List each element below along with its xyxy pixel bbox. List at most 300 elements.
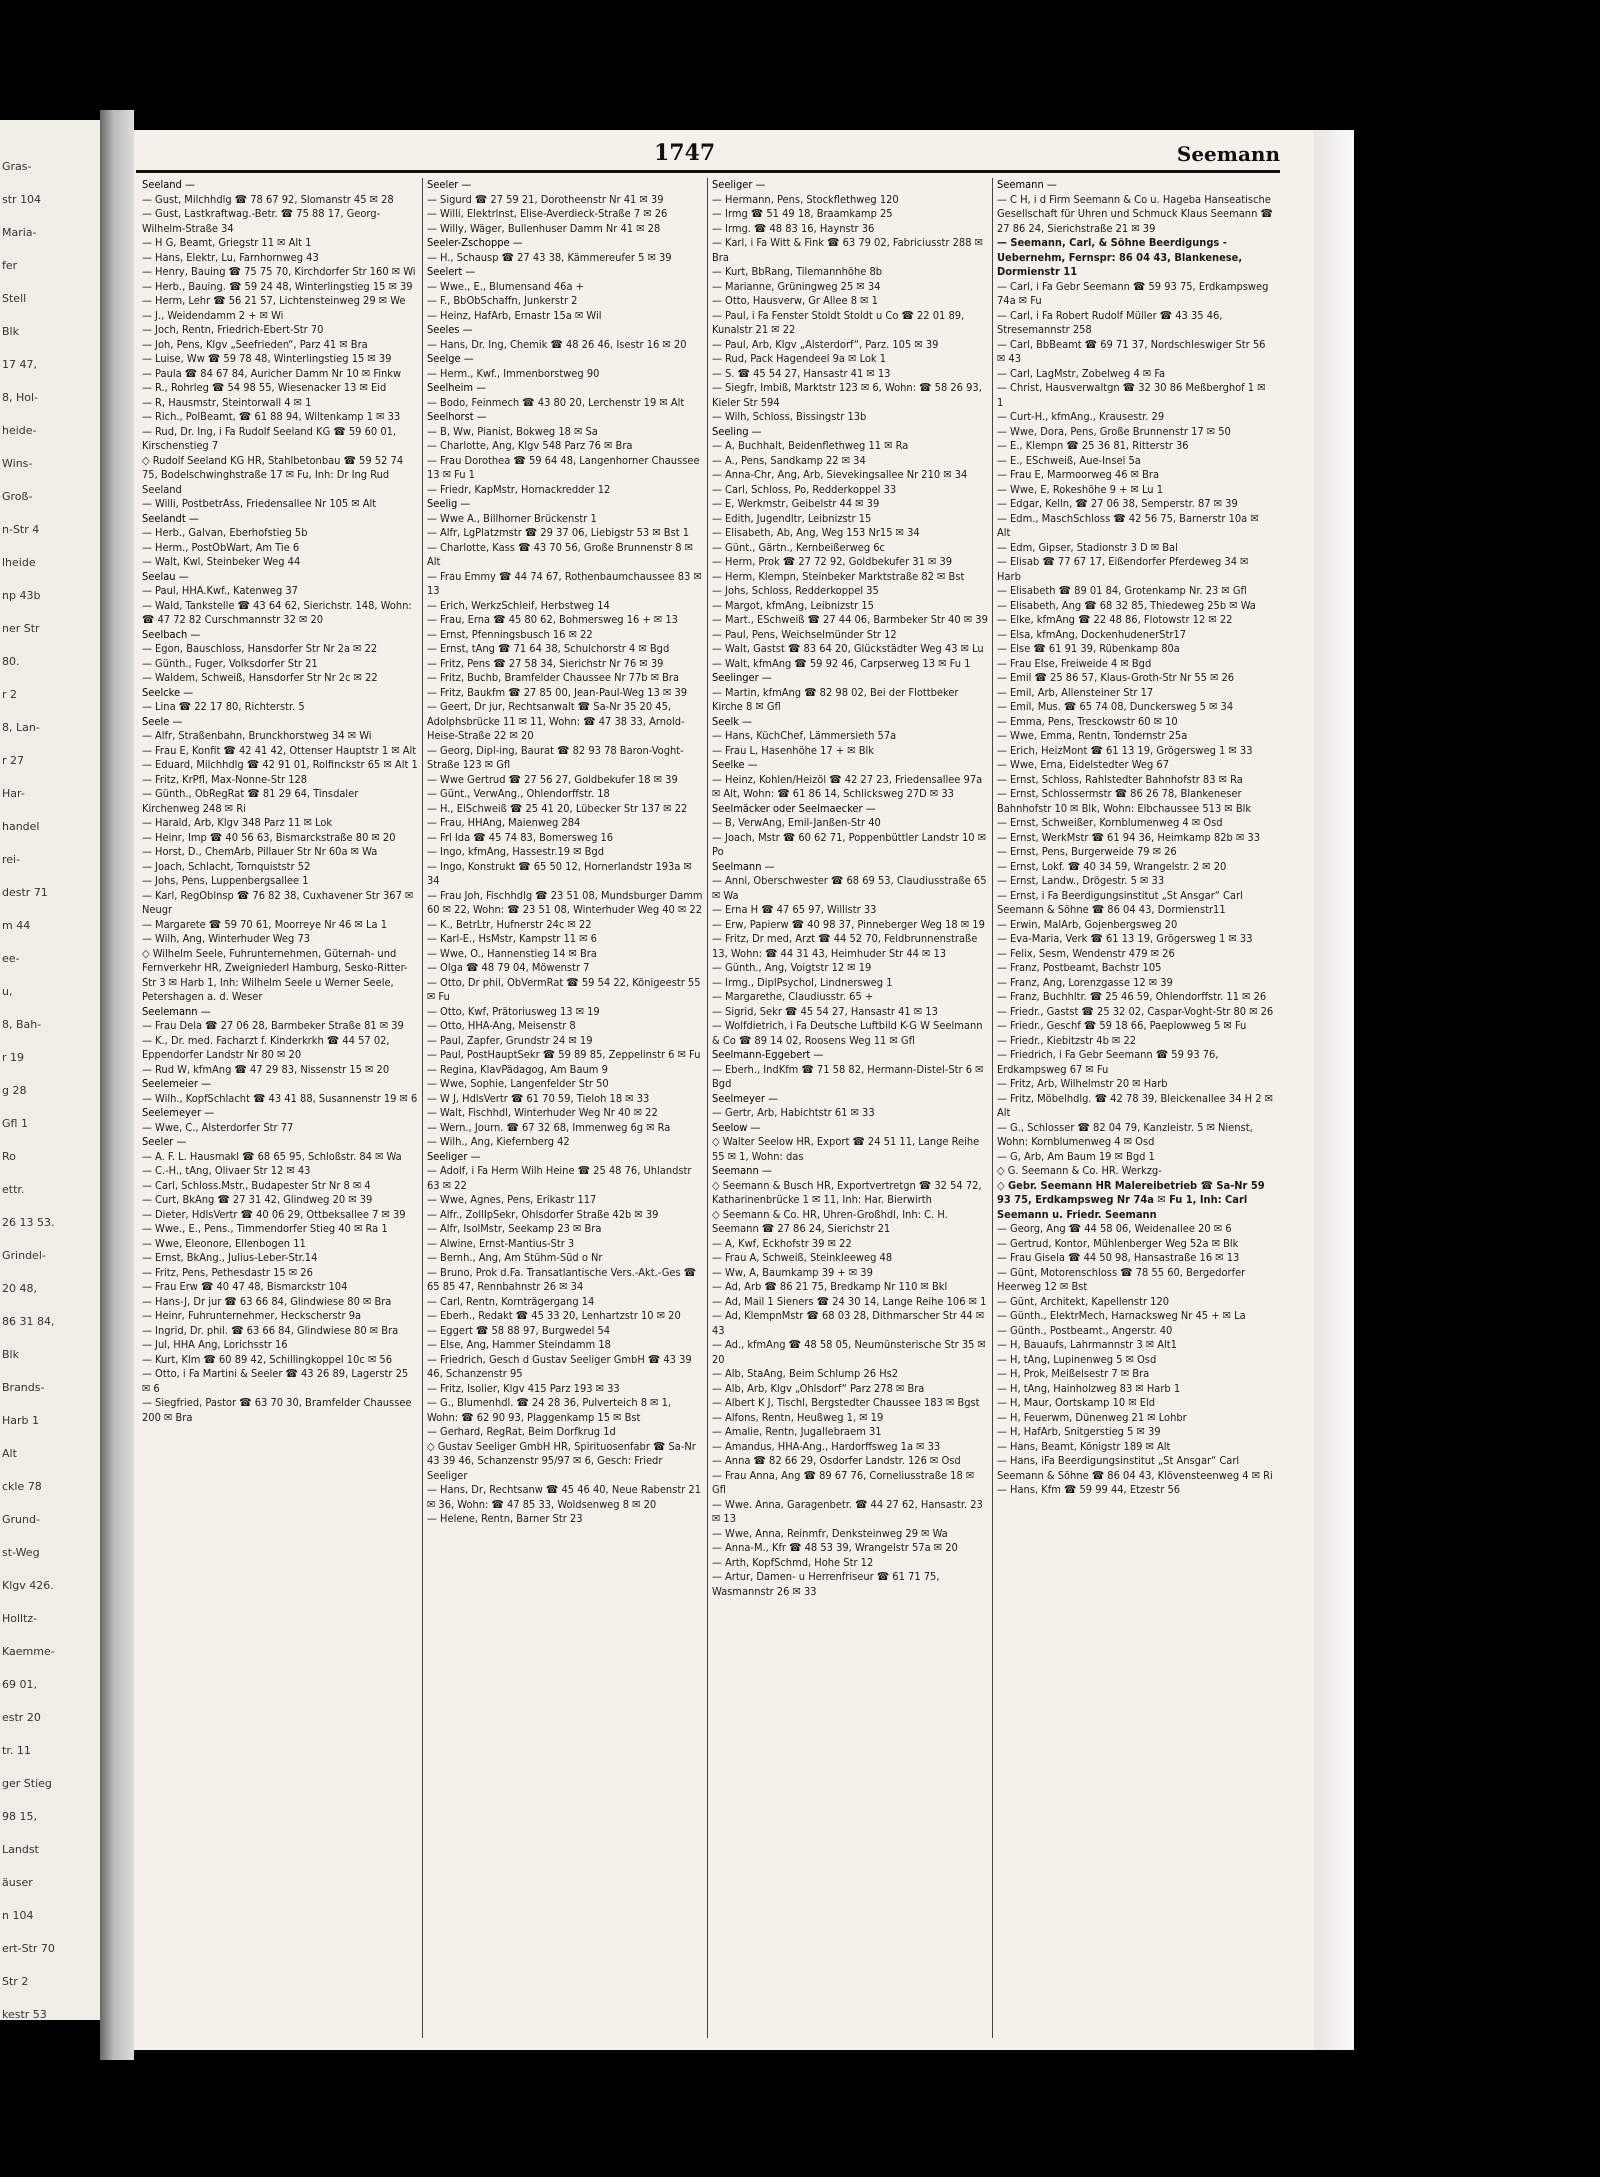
left-page-text: r 27	[2, 754, 25, 767]
directory-entry: — Joach, Mstr ☎ 60 62 71, Poppenbüttler Landstr 10 ✉ Po	[712, 830, 986, 858]
directory-entry: ◇ Gustav Seeliger GmbH HR, Spirituosenfabr ☎ Sa-Nr 43 39 46, Schanzenstr 95/97 ✉ 6, Gesch: Friedr Seeliger	[427, 1439, 696, 1482]
directory-entry: — Wilh., KopfSchlacht ☎ 43 41 88, Susannenstr 19 ✉ 6	[142, 1091, 418, 1105]
directory-entry: — Franz, Ang, Lorenzgasse 12 ✉ 39	[997, 975, 1173, 989]
directory-entry: — Fritz, KrPfl, Max-Nonne-Str 128	[142, 772, 308, 786]
directory-entry: Seelau —	[142, 569, 189, 583]
left-page-text: str 104	[2, 193, 42, 206]
directory-entry: Seelemeier —	[142, 1077, 211, 1090]
directory-entry: — Siegfr, Imbiß, Marktstr 123 ✉ 6, Wohn: ☎ 58 26 93, Kieler Str 594	[712, 381, 982, 409]
directory-entry: — Gertrud, Kontor, Mühlenberger Weg 52a ✉ Blk	[997, 1236, 1239, 1250]
directory-entry: — Ingo, kfmAng, Hassestr.19 ✉ Bgd	[427, 845, 604, 858]
directory-entry: — Friedr., Geschf ☎ 59 18 66, Paeplowweg 5 ✉ Fu	[997, 1019, 1247, 1032]
directory-entry: — Wwe, Agnes, Pens, Erikastr 117	[427, 1193, 597, 1206]
directory-entry: — Margarete ☎ 59 70 61, Moorreye Nr 46 ✉ La 1	[142, 917, 388, 931]
directory-entry: — Gerhard, RegRat, Beim Dorfkrug 1d	[427, 1425, 616, 1438]
directory-entry: — Johs, Pens, Luppenbergsallee 1	[142, 874, 309, 887]
directory-entry: Seeler —	[142, 1135, 187, 1148]
directory-entry: Seeles —	[427, 323, 473, 336]
directory-entry: Seelow —	[712, 1120, 761, 1134]
directory-entry: — Frau E, Marmoorweg 46 ✉ Bra	[997, 468, 1160, 481]
directory-entry: — Wilh, Schloss, Bissingstr 13b	[712, 410, 867, 423]
left-page-text: g 28	[2, 1084, 27, 1097]
directory-entry: — Wwe, Eleonore, Ellenbogen 11	[142, 1236, 306, 1250]
directory-columns	[138, 178, 1278, 2038]
directory-entry: — Harald, Arb, Klgv 348 Parz 11 ✉ Lok	[142, 816, 333, 829]
directory-entry: — Paul, PostHauptSekr ☎ 59 89 85, Zeppelinstr 6 ✉ Fu	[427, 1048, 701, 1061]
left-page-text: kestr 53	[2, 2008, 47, 2021]
directory-entry: — Heinz, Kohlen/Heizöl ☎ 42 27 23, Friedensallee 97a ✉ Alt, Wohn: ☎ 61 86 14, Schlicksweg 27D ✉ 33	[712, 772, 983, 800]
directory-entry: — Ernst, Schweißer, Kornblumenweg 4 ✉ Osd	[997, 816, 1223, 829]
left-page-text: 17 47,	[2, 358, 37, 371]
directory-entry: Seelert —	[427, 265, 476, 278]
left-page-text: ettr.	[2, 1183, 25, 1196]
directory-entry: — Elisabeth, Ang ☎ 68 32 85, Thiedeweg 25b ✉ Wa	[997, 598, 1256, 612]
directory-entry: — Mart., ESchweiß ☎ 27 44 06, Barmbeker Str 40 ✉ 39	[712, 613, 988, 626]
left-page-text: Holltz-	[2, 1612, 38, 1625]
directory-entry: — K., BetrLtr, Hufnerstr 24c ✉ 22	[427, 917, 592, 931]
directory-entry: — Herb., Bauing. ☎ 59 24 48, Winterlingstieg 15 ✉ 39	[142, 279, 413, 293]
left-page-text: Groß-	[2, 490, 33, 503]
left-page-text: 80.	[2, 655, 20, 668]
left-page-text: 26 13 53.	[2, 1216, 55, 1229]
directory-entry: — Hans, iFa Beerdigungsinstitut „St Ansgar“ Carl Seemann & Söhne ☎ 86 04 43, Klövensteenweg 4 ✉ Ri	[997, 1454, 1273, 1482]
directory-entry: — C.-H., tAng, Olivaer Str 12 ✉ 43	[142, 1164, 311, 1177]
directory-entry: — B, VerwAng, Emil-Janßen-Str 40	[712, 816, 881, 829]
directory-entry: Seeliger —	[427, 1149, 481, 1163]
directory-entry: — Geert, Dr jur, Rechtsanwalt ☎ Sa-Nr 35 20 45, Adolphsbrücke 11 ✉ 11, Wohn: ☎ 47 38 33, Arnold-Heise-Straße 22 ✉ 20	[427, 700, 685, 742]
directory-entry: Seelemeyer —	[142, 1106, 215, 1119]
directory-entry: — Lina ☎ 22 17 80, Richterstr. 5	[142, 700, 305, 713]
directory-entry: — Marianne, Grüningweg 25 ✉ 34	[712, 279, 881, 293]
directory-entry: — Alfr, Straßenbahn, Brunckhorstweg 34 ✉ Wi	[142, 729, 372, 742]
directory-entry: — Wwe, Sophie, Langenfelder Str 50	[427, 1077, 609, 1090]
directory-entry: — Heinr, Fuhrunternehmer, Heckscherstr 9a	[142, 1309, 362, 1322]
directory-entry: — Margot, kfmAng, Leibnizstr 15	[712, 598, 874, 612]
left-page-text: st-Weg	[2, 1546, 40, 1559]
directory-entry: — Fritz, Dr med, Arzt ☎ 44 52 70, Feldbrunnenstraße 13, Wohn: ☎ 44 31 43, Heimhuder Str 44 ✉ 13	[712, 932, 978, 960]
left-page-text: 20 48,	[2, 1282, 37, 1295]
directory-entry: — Waldem, Schweiß, Hansdorfer Str Nr 2c ✉ 22	[142, 671, 378, 684]
directory-entry: — Carl, i Fa Robert Rudolf Müller ☎ 43 35 46, Stresemannstr 258	[997, 308, 1223, 336]
directory-entry: — B, Ww, Pianist, Bokweg 18 ✉ Sa	[427, 424, 598, 438]
directory-entry: — Horst, D., ChemArb, Pillauer Str Nr 60a ✉ Wa	[142, 845, 378, 858]
directory-entry: — Carl, BbBeamt ☎ 69 71 37, Nordschleswiger Str 56 ✉ 43	[997, 337, 1266, 365]
directory-entry: — H, Prok, Meißelsestr 7 ✉ Bra	[997, 1367, 1150, 1380]
directory-entry: — Erich, WerkzSchleif, Herbstweg 14	[427, 598, 610, 612]
directory-entry: Seelmäcker oder Seelmaecker —	[712, 801, 876, 815]
left-page-text: r 2	[2, 688, 18, 701]
directory-entry: — Eduard, Milchhdlg ☎ 42 91 01, Rolfinckstr 65 ✉ Alt 1	[142, 758, 418, 771]
directory-entry: — Rud, Dr. Ing, i Fa Rudolf Seeland KG ☎ 59 60 01, Kirschenstieg 7	[142, 424, 397, 452]
directory-entry: — Wilh, Ang, Winterhuder Weg 73	[142, 932, 311, 945]
left-page-text: rei-	[2, 853, 21, 866]
directory-entry: — Rud W, kfmAng ☎ 47 29 83, Nissenstr 15 ✉ 20	[142, 1062, 390, 1076]
directory-entry: — Regina, KlavPädagog, Am Baum 9	[427, 1062, 608, 1076]
directory-entry: — Wwe A., Billhorner Brückenstr 1	[427, 511, 597, 525]
left-page-text: Grund-	[2, 1513, 40, 1526]
directory-entry: — Ernst, Landw., Drögestr. 5 ✉ 33	[997, 874, 1165, 887]
directory-entry: — Wwe, Emma, Rentn, Tondernstr 25a	[997, 729, 1188, 742]
directory-entry: — Ingo, Konstrukt ☎ 65 50 12, Hornerlandstr 193a ✉ 34	[427, 859, 692, 887]
left-page-text: u,	[2, 985, 13, 998]
directory-entry: — Ad, Mail 1 Sieners ☎ 24 30 14, Lange Reihe 106 ✉ 1	[712, 1294, 987, 1308]
directory-entry: Seelandt —	[142, 511, 199, 525]
directory-entry: — Otto, HHA-Ang, Meisenstr 8	[427, 1019, 576, 1032]
directory-entry: — Ernst, Schlossermstr ☎ 86 26 78, Blankeneser Bahnhofstr 10 ✉ Blk, Wohn: Elbchaussee 513 ✉ Blk	[997, 787, 1252, 815]
directory-entry: Seelmeyer —	[712, 1091, 778, 1105]
directory-entry: — Bruno, Prok d.Fa. Transatlantische Vers.-Akt.-Ges ☎ 65 85 47, Rennbahnstr 26 ✉ 34	[427, 1265, 697, 1293]
directory-entry: ◇ Seemann & Busch HR, Exportvertretgn ☎ 32 54 72, Katharinenbrücke 1 ✉ 11, Inh: Har. Bierwirth	[712, 1178, 982, 1206]
directory-entry: — Sigurd ☎ 27 59 21, Dorotheenstr Nr 41 ✉ 39	[427, 192, 664, 206]
directory-entry: — Ernst, tAng ☎ 71 64 38, Schulchorstr 4 ✉ Bgd	[427, 642, 670, 655]
directory-entry: — R., Rohrleg ☎ 54 98 55, Wiesenacker 13 ✉ Eid	[142, 381, 387, 394]
directory-entry: — Jul, HHA Ang, Lorichsstr 16	[142, 1338, 288, 1351]
directory-entry: — Friedr., Gastst ☎ 25 32 02, Caspar-Voght-Str 80 ✉ 26	[997, 1004, 1274, 1018]
directory-entry: — Amandus, HHA-Ang., Hardorffsweg 1a ✉ 33	[712, 1439, 941, 1453]
directory-entry: ◇ Rudolf Seeland KG HR, Stahlbetonbau ☎ 59 52 74 75, Bodelschwinghstraße 17 ✉ Fu, Inh: Dr Ing Rud Seeland	[142, 453, 404, 496]
left-page-text: lheide	[2, 556, 36, 569]
directory-entry: — Frau A, Schweiß, Steinkleeweg 48	[712, 1251, 893, 1264]
directory-entry: — Charlotte, Ang, Klgv 548 Parz 76 ✉ Bra	[427, 439, 633, 452]
directory-entry: — Fritz, Buchb, Bramfelder Chaussee Nr 77b ✉ Bra	[427, 671, 680, 684]
directory-entry: — Bernh., Ang, Am Stühm-Süd o Nr	[427, 1251, 603, 1264]
directory-entry: — Edm, Gipser, Stadionstr 3 D ✉ Bal	[997, 540, 1178, 554]
left-page-text: m 44	[2, 919, 31, 932]
directory-entry: — H, Bauaufs, Lahrmannstr 3 ✉ Alt1	[997, 1338, 1177, 1351]
directory-entry: — Paul, HHA.Kwf., Katenweg 37	[142, 584, 298, 597]
directory-entry: Seelbach —	[142, 627, 201, 641]
directory-entry: Seelig —	[427, 497, 471, 510]
directory-entry: — Walt, Gastst ☎ 83 64 20, Glückstädter Weg 43 ✉ Lu	[712, 642, 984, 655]
directory-entry: — Amalie, Rentn, Jugallebraem 31	[712, 1425, 882, 1438]
directory-entry: Seeling —	[712, 424, 762, 438]
directory-entry: ◇ Seemann & Co. HR, Uhren-Großhdl, Inh: C. H. Seemann ☎ 27 86 24, Sierichstr 21	[712, 1207, 948, 1235]
directory-entry: — Elsa, kfmAng, DockenhudenerStr17	[997, 627, 1186, 641]
directory-entry: — Hans, Dr, Rechtsanw ☎ 45 46 40, Neue Rabenstr 21 ✉ 36, Wohn: ☎ 47 85 33, Woldsenweg 8 ✉ 20	[427, 1483, 702, 1511]
left-page-text: 8, Bah-	[2, 1018, 42, 1031]
directory-entry: — Carl, Schloss, Po, Redderkoppel 33	[712, 482, 897, 496]
directory-entry: — H, Feuerwm, Dünenweg 21 ✉ Lohbr	[997, 1410, 1187, 1424]
directory-entry: — Herm, Prok ☎ 27 72 92, Goldbekufer 31 ✉ 39	[712, 555, 953, 568]
directory-entry: — Dieter, HdlsVertr ☎ 40 06 29, Ottbeksallee 7 ✉ 39	[142, 1207, 406, 1221]
directory-entry: — Alfr, IsolMstr, Seekamp 23 ✉ Bra	[427, 1222, 602, 1235]
directory-entry: — Wwe, C., Alsterdorfer Str 77	[142, 1120, 294, 1134]
directory-entry: — Gertr, Arb, Habichtstr 61 ✉ 33	[712, 1106, 875, 1119]
directory-entry: — Frau, Erna ☎ 45 80 62, Bohmersweg 16 + ✉ 13	[427, 613, 678, 626]
directory-entry: — Frau Erw ☎ 40 47 48, Bismarckstr 104	[142, 1280, 348, 1293]
directory-entry: — Hans-J, Dr jur ☎ 63 66 84, Glindwiese 80 ✉ Bra	[142, 1294, 392, 1308]
directory-entry: — G., Blumenhdl. ☎ 24 28 36, Pulverteich 8 ✉ 1, Wohn: ☎ 62 90 93, Plaggenkamp 15 ✉ Bst	[427, 1396, 672, 1424]
left-page-text: Gfl 1	[2, 1117, 28, 1130]
directory-entry: — Günth., ElektrMech, Harnacksweg Nr 45 + ✉ La	[997, 1309, 1246, 1322]
left-page-text: ee-	[2, 952, 20, 965]
directory-entry: — Heinz, HafArb, Ernastr 15a ✉ Wil	[427, 308, 602, 322]
directory-entry: — Erwin, MalArb, Gojenbergsweg 20	[997, 917, 1178, 931]
directory-entry: — Elisabeth, Ab, Ang, Weg 153 Nr15 ✉ 34	[712, 526, 920, 539]
directory-entry: — Artur, Damen- u Herrenfriseur ☎ 61 71 75, Wasmannstr 26 ✉ 33	[712, 1570, 940, 1598]
directory-entry: Seeliger —	[712, 178, 766, 191]
directory-entry: — Gust, Lastkraftwag.-Betr. ☎ 75 88 17, Georg-Wilhelm-Straße 34	[142, 207, 381, 235]
directory-entry: — Irmg., DiplPsychol, Lindnersweg 1	[712, 975, 893, 989]
left-page-text: Grindel-	[2, 1249, 46, 1262]
directory-entry: — Frau Gisela ☎ 44 50 98, Hansastraße 16 ✉ 13	[997, 1251, 1240, 1264]
directory-entry: — Herm, Lehr ☎ 56 21 57, Lichtensteinweg 29 ✉ We	[142, 294, 406, 307]
directory-entry: — Wwe, Erna, Eidelstedter Weg 67	[997, 758, 1170, 771]
directory-entry: — Günt., VerwAng., Ohlendorffstr. 18	[427, 787, 610, 800]
directory-entry: — E., Klempn ☎ 25 36 81, Ritterstr 36	[997, 439, 1189, 452]
directory-entry: — H., Schausp ☎ 27 43 38, Kämmereufer 5 ✉ 39	[427, 250, 672, 264]
directory-entry: — Felix, Sesm, Wendenstr 479 ✉ 26	[997, 946, 1175, 960]
header-rule	[136, 170, 1280, 173]
left-page-text: Stell	[2, 292, 27, 305]
directory-entry: — Olga ☎ 48 79 04, Möwenstr 7	[427, 961, 590, 974]
directory-entry: — Else, Ang, Hammer Steindamm 18	[427, 1338, 611, 1351]
left-page-text: ckle 78	[2, 1480, 42, 1493]
directory-entry: — Helene, Rentn, Barner Str 23	[427, 1512, 583, 1525]
directory-entry: — Paul, Arb, Klgv „Alsterdorf“, Parz. 105 ✉ 39	[712, 337, 939, 351]
directory-entry: — Eggert ☎ 58 88 97, Burgwedel 54	[427, 1323, 611, 1337]
page-edge	[1314, 130, 1354, 2050]
directory-entry: — Siegfried, Pastor ☎ 63 70 30, Bramfelder Chaussee 200 ✉ Bra	[142, 1396, 412, 1424]
directory-entry: Seelemann —	[142, 1004, 211, 1018]
directory-entry: — K., Dr. med. Facharzt f. Kinderkrkh ☎ 44 57 02, Eppendorfer Landstr Nr 80 ✉ 20	[142, 1033, 390, 1061]
directory-entry: — E, Werkmstr, Geibelstr 44 ✉ 39	[712, 497, 880, 510]
directory-entry: — Emil, Arb, Allensteiner Str 17	[997, 685, 1154, 699]
page-number: 1747	[654, 140, 716, 166]
directory-entry: — Herm., Kwf., Immenborstweg 90	[427, 366, 600, 380]
directory-entry: — Fritz, Isolier, Klgv 415 Parz 193 ✉ 33	[427, 1381, 620, 1395]
directory-entry: — Emil, Mus. ☎ 65 74 08, Dunckersweg 5 ✉ 34	[997, 700, 1234, 713]
directory-entry: — Margarethe, Claudiusstr. 65 +	[712, 990, 874, 1003]
left-page-text: Gras-	[2, 160, 32, 173]
directory-entry: — Paul, i Fa Fenster Stoldt Stoldt u Co ☎ 22 01 89, Kunalstr 21 ✉ 22	[712, 308, 965, 336]
directory-entry: — Frau Joh, Fischhdlg ☎ 23 51 08, Mundsburger Damm 60 ✉ 22, Wohn: ☎ 23 51 08, Winterhuder Weg 40 ✉ 22	[427, 888, 703, 916]
directory-entry: — Carl, LagMstr, Zobelweg 4 ✉ Fa	[997, 366, 1166, 380]
directory-entry: — Walt, Kwl, Steinbeker Weg 44	[142, 555, 301, 568]
directory-entry: Seelk —	[712, 714, 752, 728]
directory-entry: — Hans, Elektr, Lu, Farnhornweg 43	[142, 250, 319, 264]
directory-entry: — Joach, Schlacht, Tornquiststr 52	[142, 859, 311, 873]
directory-entry: — Kurt, BbRang, Tilemannhöhe 8b	[712, 265, 883, 278]
directory-entry: — Franz, Buchhltr. ☎ 25 46 59, Ohlendorffstr. 11 ✉ 26	[997, 990, 1267, 1003]
directory-entry: — Emil ☎ 25 86 57, Klaus-Groth-Str Nr 55 ✉ 26	[997, 671, 1235, 684]
left-page-text: estr 20	[2, 1711, 41, 1724]
left-page-text: n 104	[2, 1909, 34, 1922]
left-page-text: ger Stieg	[2, 1777, 52, 1790]
directory-entry: Seelmann-Eggebert —	[712, 1048, 824, 1061]
directory-entry: — W J, HdlsVertr ☎ 61 70 59, Tieloh 18 ✉ 33	[427, 1091, 650, 1105]
directory-entry: Seeland —	[142, 178, 195, 191]
directory-entry: — Charlotte, Kass ☎ 43 70 56, Große Brunnenstr 8 ✉ Alt	[427, 540, 693, 568]
directory-entry: — Wwe. Anna, Garagenbetr. ☎ 44 27 62, Hansastr. 23 ✉ 13	[712, 1497, 983, 1525]
left-page-text: Alt	[2, 1447, 17, 1460]
directory-entry: — Fritz, Baukfm ☎ 27 85 00, Jean-Paul-Weg 13 ✉ 39	[427, 685, 688, 699]
left-page-text: fer	[2, 259, 18, 272]
directory-entry: — Heinr, Imp ☎ 40 56 63, Bismarckstraße 80 ✉ 20	[142, 830, 396, 844]
directory-entry: — Frau Emmy ☎ 44 74 67, Rothenbaumchaussee 83 ✉ 13	[427, 569, 702, 597]
directory-entry: — Anna-Chr, Ang, Arb, Sievekingsallee Nr 210 ✉ 34	[712, 468, 968, 481]
directory-entry: — Adolf, i Fa Herm Wilh Heine ☎ 25 48 76, Uhlandstr 63 ✉ 22	[427, 1164, 692, 1192]
directory-entry: — Eberh., IndKfm ☎ 71 58 82, Hermann-Distel-Str 6 ✉ Bgd	[712, 1062, 984, 1090]
directory-entry: — Georg, Ang ☎ 44 58 06, Weidenallee 20 ✉ 6	[997, 1222, 1232, 1235]
directory-entry: — Kurt, Klm ☎ 60 89 42, Schillingkoppel 10c ✉ 56	[142, 1352, 393, 1366]
directory-entry: — Wwe, Dora, Pens, Große Brunnenstr 17 ✉ 50	[997, 424, 1231, 438]
directory-entry: — Hans, Dr. Ing, Chemik ☎ 48 26 46, Isestr 16 ✉ 20	[427, 337, 687, 351]
running-head: Seemann	[1176, 142, 1280, 166]
directory-entry: — Frau E, Konfit ☎ 42 41 42, Ottenser Hauptstr 1 ✉ Alt	[142, 743, 417, 757]
directory-entry: — Irmg. ☎ 48 83 16, Haynstr 36	[712, 221, 875, 235]
directory-entry: — Sigrid, Sekr ☎ 45 54 27, Hansastr 41 ✉ 13	[712, 1004, 938, 1018]
left-page-text: destr 71	[2, 886, 48, 899]
directory-entry: — Fritz, Pens ☎ 27 58 34, Sierichstr Nr 76 ✉ 39	[427, 656, 664, 670]
directory-entry: — Friedrich, Gesch d Gustav Seeliger GmbH ☎ 43 39 46, Schanzenstr 95	[427, 1352, 692, 1380]
directory-entry: — Otto, Kwf, Prätoriusweg 13 ✉ 19	[427, 1004, 600, 1018]
directory-entry: — Luise, Ww ☎ 59 78 48, Winterlingstieg 15 ✉ 39	[142, 352, 392, 365]
left-page-text: Blk	[2, 1348, 19, 1361]
directory-entry: — Willi, Elektrlnst, Elise-Averdieck-Straße 7 ✉ 26	[427, 207, 668, 220]
directory-entry: — Ingrid, Dr. phil. ☎ 63 66 84, Glindwiese 80 ✉ Bra	[142, 1323, 399, 1337]
directory-entry: — Anna ☎ 82 66 29, Osdorfer Landstr. 126 ✉ Osd	[712, 1454, 961, 1467]
directory-entry: — Franz, Postbeamt, Bachstr 105	[997, 961, 1162, 974]
directory-entry: Seeler-Zschoppe —	[427, 236, 523, 249]
directory-entry: Seelhorst —	[427, 410, 487, 423]
directory-entry: — Günt., Gärtn., Kernbeißerweg 6c	[712, 540, 885, 554]
directory-entry: — Günth., Postbeamt., Angerstr. 40	[997, 1323, 1173, 1337]
directory-entry: — Otto, i Fa Martini & Seeler ☎ 43 26 89, Lagerstr 25 ✉ 6	[142, 1367, 409, 1395]
directory-entry: — Ad, KlempnMstr ☎ 68 03 28, Dithmarscher Str 44 ✉ 43	[712, 1309, 985, 1337]
left-page-text: Harb 1	[2, 1414, 40, 1427]
left-page-text: 8, Lan-	[2, 721, 40, 734]
directory-entry: — Curt-H., kfmAng., Krausestr. 29	[997, 410, 1165, 423]
left-page-text: Kaemme-	[2, 1645, 55, 1658]
directory-entry: — Willy, Wäger, Bullenhuser Damm Nr 41 ✉ 28	[427, 221, 661, 235]
directory-entry: — Wolfdietrich, i Fa Deutsche Luftbild K-G W Seelmann & Co ☎ 89 14 02, Roosens Weg 11 ✉ Gfl	[712, 1019, 983, 1047]
directory-entry: — Henry, Bauing ☎ 75 75 70, Kirchdorfer Str 160 ✉ Wi	[142, 265, 416, 278]
directory-entry: — Frau Dorothea ☎ 59 64 48, Langenhorner Chaussee 13 ✉ Fu 1	[427, 453, 700, 481]
directory-entry: Seele —	[142, 714, 183, 728]
directory-entry: — Irmg ☎ 51 49 18, Braamkamp 25	[712, 207, 893, 220]
directory-entry: — Ernst, BkAng., Julius-Leber-Str.14	[142, 1251, 318, 1264]
directory-entry: — Eberh., Redakt ☎ 45 33 20, Lenhartzstr 10 ✉ 20	[427, 1309, 681, 1322]
directory-entry: — Karl, RegOblnsp ☎ 76 82 38, Cuxhavener Str 367 ✉ Neugr	[142, 888, 414, 916]
directory-entry: — Hans, Kfm ☎ 59 99 44, Etzestr 56	[997, 1483, 1181, 1496]
directory-column-3	[708, 178, 993, 2038]
directory-entry: — Joh, Pens, Klgv „Seefrieden“, Parz 41 ✉ Bra	[142, 337, 368, 351]
directory-entry: Seelke —	[712, 758, 758, 771]
directory-entry: — Ernst, Schloss, Rahlstedter Bahnhofstr 83 ✉ Ra	[997, 772, 1243, 786]
directory-entry: — H G, Beamt, Griegstr 11 ✉ Alt 1	[142, 236, 312, 249]
directory-entry: — Ad., kfmAng ☎ 48 58 05, Neumünsterische Str 35 ✉ 20	[712, 1338, 986, 1366]
directory-entry: — Alfr, LgPlatzmstr ☎ 29 37 06, Liebigstr 53 ✉ Bst 1	[427, 526, 690, 539]
left-page-text: Wins-	[2, 457, 33, 470]
left-page-text: 8, Hol-	[2, 391, 39, 404]
directory-entry: — A, Kwf, Eckhofstr 39 ✉ 22	[712, 1236, 852, 1250]
directory-entry: — G., Schlosser ☎ 82 04 79, Kanzleistr. 5 ✉ Nienst, Wohn: Kornblumenweg 4 ✉ Osd	[997, 1120, 1253, 1148]
directory-entry: — A., Pens, Sandkamp 22 ✉ 34	[712, 453, 866, 467]
directory-entry: — H., ElSchweiß ☎ 25 41 20, Lübecker Str 137 ✉ 22	[427, 801, 688, 815]
directory-entry: — Hans, Beamt, Königstr 189 ✉ Alt	[997, 1439, 1171, 1453]
directory-entry: — Fritz, Pens, Pethesdastr 15 ✉ 26	[142, 1265, 313, 1279]
directory-entry: — Gust, Milchhdlg ☎ 78 67 92, Slomanstr 45 ✉ 28	[142, 192, 394, 206]
directory-entry: — Paul, Zapfer, Grundstr 24 ✉ 19	[427, 1033, 593, 1047]
directory-entry: — Martin, kfmAng ☎ 82 98 02, Bei der Flottbeker Kirche 8 ✉ Gfl	[712, 685, 959, 713]
directory-column-2	[423, 178, 708, 2038]
directory-entry: — G, Arb, Am Baum 19 ✉ Bgd 1	[997, 1149, 1155, 1163]
directory-entry: — Alwine, Ernst-Mantius-Str 3	[427, 1236, 575, 1250]
directory-entry: — Friedrich, i Fa Gebr Seemann ☎ 59 93 76, Erdkampsweg 67 ✉ Fu	[997, 1048, 1219, 1076]
left-page-text: ner Str	[2, 622, 40, 635]
directory-entry: — Edgar, Kelln, ☎ 27 06 38, Semperstr. 87 ✉ 39	[997, 497, 1238, 510]
directory-entry: — A, Buchhalt, Beidenflethweg 11 ✉ Ra	[712, 439, 909, 452]
directory-entry: — Walt, Fischhdl, Winterhuder Weg Nr 40 ✉ 22	[427, 1106, 658, 1119]
directory-entry: Seelcke —	[142, 685, 194, 699]
directory-entry: — Wern., Journ. ☎ 67 32 68, Immenweg 6g ✉ Ra	[427, 1120, 671, 1134]
directory-entry: — C H, i d Firm Seemann & Co u. Hageba Hanseatische Gesellschaft für Uhren und Schmuck Klaus Seemann ☎ 27 86 24, Sierichstraße 21 ✉ 39	[997, 192, 1273, 235]
book-gutter	[100, 110, 134, 2060]
left-page-text: Brands-	[2, 1381, 45, 1394]
directory-entry: — Anna-M., Kfr ☎ 48 53 39, Wrangelstr 57a ✉ 20	[712, 1541, 958, 1554]
directory-entry: ◇ G. Seemann & Co. HR. Werkzg-	[997, 1164, 1162, 1177]
directory-entry: — Johs, Schloss, Redderkoppel 35	[712, 584, 879, 597]
directory-entry: — Christ, Hausverwaltgn ☎ 32 30 86 Meßberghof 1 ✉ 1	[997, 381, 1266, 409]
directory-entry: Seelheim —	[427, 381, 487, 394]
directory-entry: — Alfr., ZollIpSekr, Ohlsdorfer Straße 42b ✉ 39	[427, 1207, 659, 1221]
directory-entry: — Ernst, Pfenningsbusch 16 ✉ 22	[427, 627, 593, 641]
directory-entry: — Fritz, Arb, Wilhelmstr 20 ✉ Harb	[997, 1077, 1168, 1090]
directory-entry: ◇ Wilhelm Seele, Fuhrunternehmen, Güternah- und Fernverkehr HR, Zweigniederl Hamburg, Sesko-Ritter-Str 3 ✉ Harb 1, Inh: Wilhelm Seele u Werner Seele, Petershagen a. d. Weser	[142, 946, 408, 1003]
directory-entry: — Herb., Galvan, Eberhofstieg 5b	[142, 526, 308, 539]
directory-entry: — Elisab ☎ 77 67 17, Eißendorfer Pferdeweg 34 ✉ Harb	[997, 555, 1249, 583]
left-page-text: Str 2	[2, 1975, 29, 1988]
directory-entry: — Elke, kfmAng ☎ 22 48 86, Flotowstr 12 ✉ 22	[997, 613, 1233, 626]
directory-entry: — Frau Dela ☎ 27 06 28, Barmbeker Straße 81 ✉ 39	[142, 1019, 404, 1032]
left-page-fragment	[0, 120, 104, 2020]
left-page-text: heide-	[2, 424, 37, 437]
directory-entry: — Bodo, Feinmech ☎ 43 80 20, Lerchenstr 19 ✉ Alt	[427, 395, 685, 409]
directory-entry: — Günth., Ang, Voigtstr 12 ✉ 19	[712, 961, 872, 974]
directory-entry: — Hans, KüchChef, Lämmersieth 57a	[712, 729, 897, 742]
directory-entry: — A. F. L. Hausmakl ☎ 68 65 95, Schloßstr. 84 ✉ Wa	[142, 1149, 402, 1163]
directory-entry: — Walt, kfmAng ☎ 59 92 46, Carpserweg 13 ✉ Fu 1	[712, 656, 971, 670]
directory-entry: — Ernst, Lokf. ☎ 40 34 59, Wrangelstr. 2 ✉ 20	[997, 859, 1227, 873]
directory-entry: — Edm., MaschSchloss ☎ 42 56 75, Barnerstr 10a ✉ Alt	[997, 511, 1259, 539]
directory-entry: — Ernst, Pens, Burgerweide 79 ✉ 26	[997, 845, 1177, 858]
directory-entry: — Günth., ObRegRat ☎ 81 29 64, Tinsdaler Kirchenweg 248 ✉ Ri	[142, 787, 359, 815]
directory-entry: — Günt, Architekt, Kapellenstr 120	[997, 1294, 1170, 1308]
directory-entry: — H, HafArb, Snitgerstieg 5 ✉ 39	[997, 1425, 1161, 1438]
directory-entry: ◇ Walter Seelow HR, Export ☎ 24 51 11, Lange Reihe 55 ✉ 1, Wohn: das	[712, 1135, 980, 1163]
directory-entry: — Carl, i Fa Gebr Seemann ☎ 59 93 75, Erdkampsweg 74a ✉ Fu	[997, 279, 1269, 307]
left-page-text: handel	[2, 820, 40, 833]
directory-entry: Seeler —	[427, 178, 472, 191]
left-page-text: 98 15,	[2, 1810, 37, 1823]
directory-entry: — H, tAng, Lupinenweg 5 ✉ Osd	[997, 1352, 1157, 1366]
directory-entry: — Wwe, E, Rokeshöhe 9 + ✉ Lu 1	[997, 482, 1164, 496]
directory-entry: — Ernst, i Fa Beerdigungsinstitut „St Ansgar“ Carl Seemann & Söhne ☎ 86 04 43, Dormienstr11	[997, 888, 1243, 916]
directory-entry: — H, tAng, Hainholzweg 83 ✉ Harb 1	[997, 1381, 1181, 1395]
directory-entry: — Eva-Maria, Verk ☎ 61 13 19, Grögersweg 1 ✉ 33	[997, 932, 1253, 945]
directory-entry: — Wwe Gertrud ☎ 27 56 27, Goldbekufer 18 ✉ 39	[427, 772, 678, 786]
directory-entry: — Edith, Jugendltr, Leibnizstr 15	[712, 511, 872, 525]
directory-entry: — Friedr, KapMstr, Hornackredder 12	[427, 482, 611, 496]
directory-entry: — S. ☎ 45 54 27, Hansastr 41 ✉ 13	[712, 366, 891, 380]
directory-entry: — Wald, Tankstelle ☎ 43 64 62, Sierichstr. 148, Wohn: ☎ 47 72 82 Curschmannstr 32 ✉ 20	[142, 598, 412, 626]
directory-entry: — Frau Anna, Ang ☎ 89 67 76, Corneliusstraße 18 ✉ Gfl	[712, 1468, 975, 1496]
left-page-text: Blk	[2, 325, 19, 338]
left-page-text: Klgv 426.	[2, 1579, 54, 1592]
directory-entry: — Carl, Rentn, Kornträgergang 14	[427, 1294, 595, 1308]
left-page-text: Landst	[2, 1843, 39, 1856]
